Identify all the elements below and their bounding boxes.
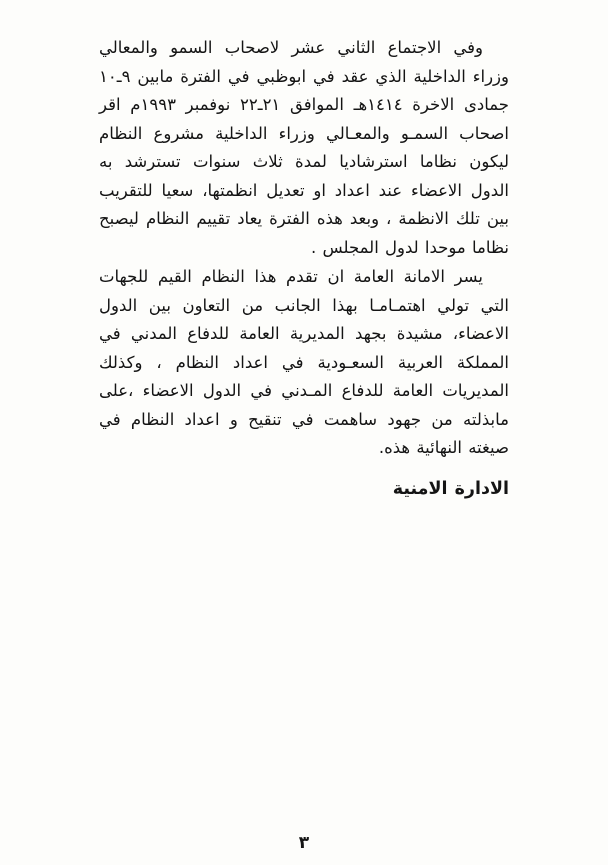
page-number: ٣: [298, 833, 310, 853]
text-area: [99, 34, 509, 503]
paragraph-2: يسر الامانة العامة ان تقدم هذا النظام القيم للجهات التي تولي اهتمـامـا بهذا الجانب من التعاون بين الدول الاعضاء، مشيدة بجهد المديرية العامة للدفاع المدني في المملكة العربية السعـودية في اعداد النظام ، وكذلك المديريات العامة للدفاع المـدني في الدول الاعضاء ،على مابذلته من جهود ساهمت في تنقيح و اعداد النظام في صيغته النهائية هذه.: [99, 267, 509, 457]
paragraph-1: وفي الاجتماع الثاني عشر لاصحاب السمو والمعالي وزراء الداخلية الذي عقد في ابوظبي في الفترة مابين ٩ـ١٠ جمادى الاخرة ١٤١٤هـ الموافق ٢١ـ٢٢ نوفمبر ١٩٩٣م اقر اصحاب السمـو والمعـالي وزراء الداخلية مشروع النظام ليكون نظاما استرشاديا لمدة ثلاث سنوات تسترشد به الدول الاعضاء عند اعداد او تعديل انظمتها، سعيا للتقريب بين تلك الانظمة ، وبعد هذه الفترة يعاد تقييم النظام ليصبح نظاما موحدا لدول المجلس .: [99, 38, 509, 257]
section-heading: الادارة الامنية: [392, 478, 509, 499]
